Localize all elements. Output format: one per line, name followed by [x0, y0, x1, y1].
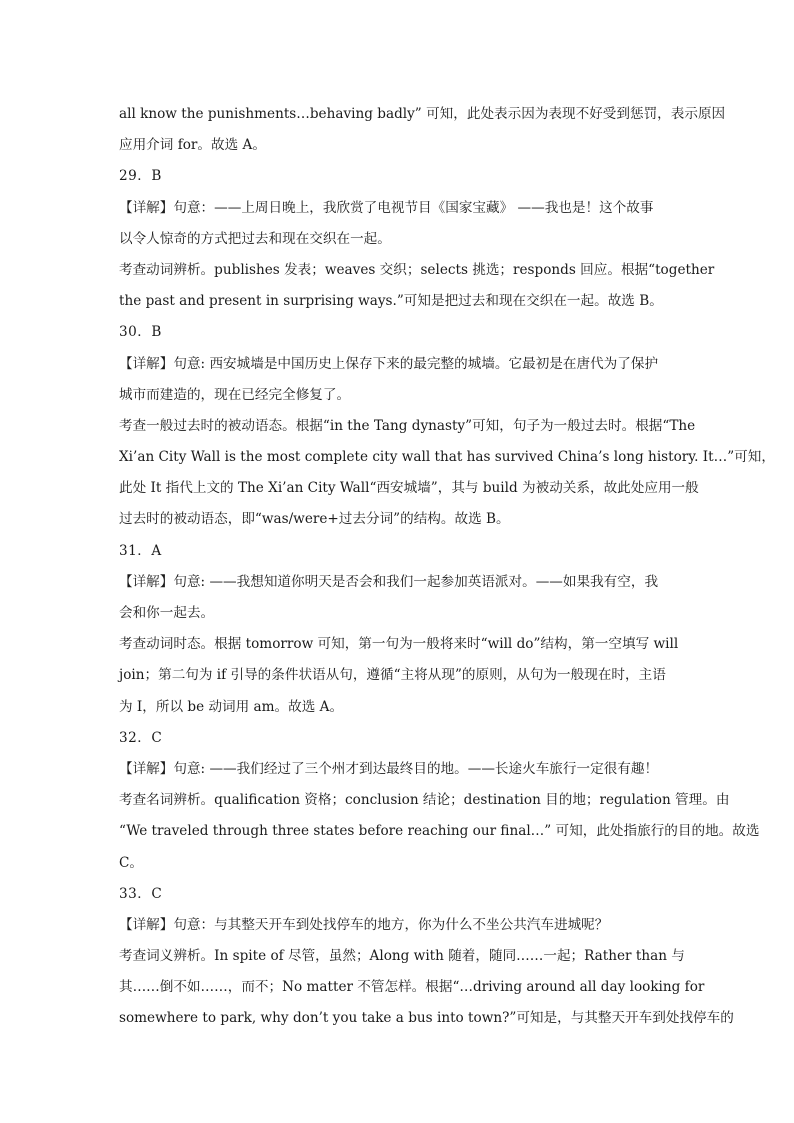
text-line: Xi’an City Wall is the most complete city wall that has survived China’s long history. It…”可知， — [119, 449, 775, 466]
text-line: 此处 It 指代上文的 The Xi’an City Wall“西安城墙”，其与 build 为被动关系，故此处应用一般 — [119, 480, 699, 497]
text-line: all know the punishments…behaving badly” 可知，此处表示因为表现不好受到惩罚，表示原因 — [119, 106, 726, 122]
text-line: the past and present in surprising ways.”可知是把过去和现在交织在一起。故选 B。 — [119, 293, 663, 310]
text-line: 以令人惊奇的方式把过去和现在交织在一起。 — [119, 230, 391, 247]
text-line: 考查动词辨析。publishes 发表；weaves 交织；selects 挑选；responds 回应。根据“together — [119, 261, 715, 278]
text-line: 【详解】句意: 西安城墙是中国历史上保存下来的最完整的城墙。它最初是在唐代为了保护 — [119, 355, 659, 372]
question-number: 31．A — [119, 542, 162, 559]
question-number: 30．B — [119, 324, 162, 341]
question-number: 33．C — [119, 885, 163, 902]
text-line: 过去时的被动语态，即“was/were+过去分词”的结构。故选 B。 — [119, 511, 510, 528]
question-number: 29．B — [119, 168, 162, 185]
text-line: C。 — [119, 854, 143, 871]
text-line: somewhere to park, why don’t you take a bus into town?”可知是，与其整天开车到处找停车的 — [119, 1010, 734, 1027]
question-number: 32．C — [119, 729, 163, 746]
text-line: 【详解】句意: ——我们经过了三个州才到达最终目的地。——长途火车旅行一定很有趣！ — [119, 760, 659, 777]
text-line: 考查一般过去时的被动语态。根据“in the Tang dynasty”可知，句子为一般过去时。根据“The — [119, 417, 696, 434]
text-line: 城市而建造的，现在已经完全修复了。 — [119, 386, 351, 403]
text-line: 【详解】句意：——上周日晚上，我欣赏了电视节目《国家宝藏》 ——我也是！这个故事 — [119, 199, 654, 216]
text-line: 其……倒不如……，而不；No matter 不管怎样。根据“…driving around all day looking for — [119, 979, 705, 996]
text-line: 【详解】句意：与其整天开车到处找停车的地方，你为什么不坐公共汽车进城呢？ — [119, 916, 609, 933]
text-line: 考查名词辨析。qualification 资格；conclusion 结论；destination 目的地；regulation 管理。由 — [119, 792, 730, 809]
text-line: 考查词义辨析。In spite of 尽管，虽然；Along with 随着，随同……一起；Rather than 与 — [119, 948, 685, 965]
answer-explanations — [119, 99, 775, 1035]
text-line: 为 I，所以 be 动词用 am。故选 A。 — [119, 698, 344, 715]
text-line: 考查动词时态。根据 tomorrow 可知，第一句为一般将来时“will do”结构，第一空填写 will — [119, 636, 679, 653]
text-line: “We traveled through three states before reaching our final…” 可知，此处指旅行的目的地。故选 — [119, 823, 760, 840]
text-line: 应用介词 for。故选 A。 — [119, 137, 266, 154]
text-line: join；第二句为 if 引导的条件状语从句，遵循“主将从现”的原则，从句为一般现在时，主语 — [119, 667, 666, 684]
text-line: 会和你一起去。 — [119, 605, 215, 621]
text-line: 【详解】句意: ——我想知道你明天是否会和我们一起参加英语派对。——如果我有空，我 — [119, 573, 659, 590]
